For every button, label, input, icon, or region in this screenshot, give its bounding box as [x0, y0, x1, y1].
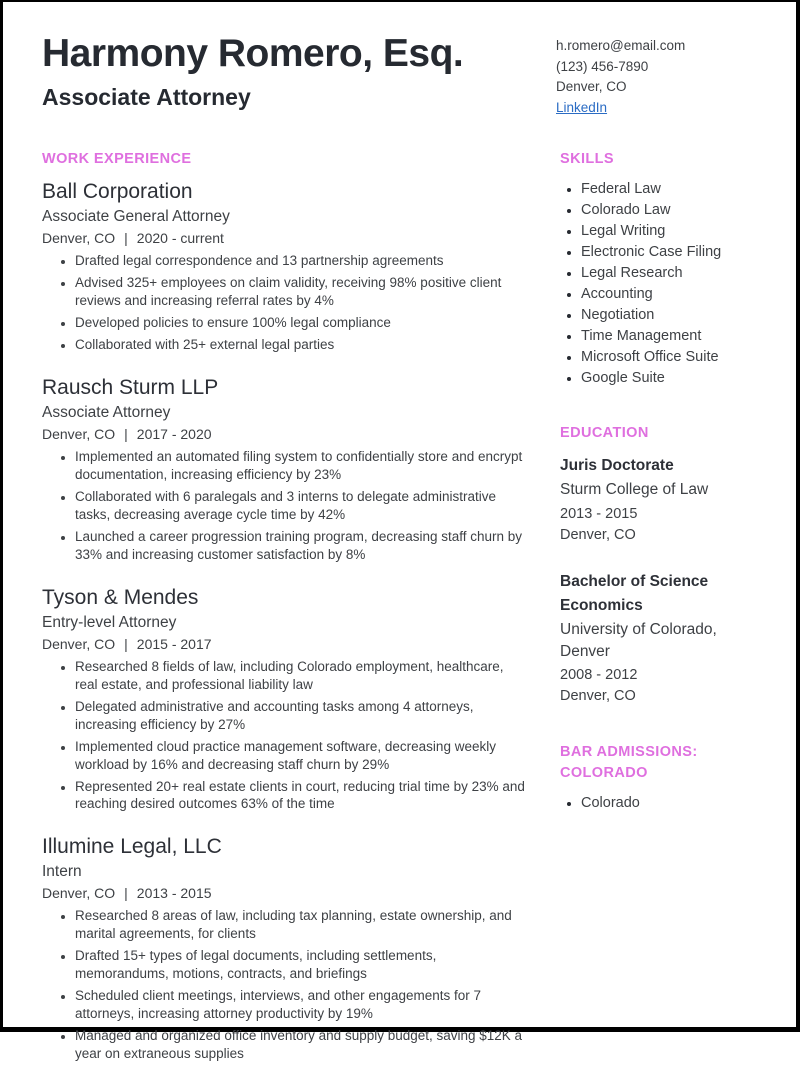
skill-item: • Negotiation — [581, 306, 756, 325]
work-experience-heading: WORK EXPERIENCE — [42, 151, 192, 167]
job-bullet: • Scheduled client meetings, interviews, and other engagements for 7 attorneys, increasing attorney productivity by 19% — [75, 987, 528, 1023]
job-bullet: • Drafted 15+ types of legal documents, including settlements, memorandums, motions, contracts, and briefings — [75, 947, 528, 983]
resume-header — [42, 34, 756, 118]
skill-item: • Legal Writing — [581, 222, 756, 241]
bar-admission-item: • Colorado — [581, 794, 756, 813]
job-bullet: • Researched 8 areas of law, including tax planning, estate ownership, and marital agreements, for clients — [75, 907, 528, 943]
job-entry — [42, 835, 528, 1063]
job-title: Intern — [42, 863, 82, 881]
job-location: Denver, CO — [42, 230, 116, 247]
job-entry — [42, 376, 528, 564]
job-bullet: • Delegated administrative and accounting tasks among 4 attorneys, increasing efficiency by 27% — [75, 698, 528, 734]
job-bullet: • Launched a career progression training program, decreasing staff churn by 33% and increasing customer satisfaction by 8% — [75, 528, 528, 564]
job-meta — [42, 230, 528, 246]
education-dates: 2008 - 2012 — [560, 667, 638, 684]
job-bullet: • Collaborated with 25+ external legal parties — [75, 336, 528, 354]
linkedin-link[interactable]: LinkedIn — [556, 99, 608, 115]
job-bullet: • Drafted legal correspondence and 13 partnership agreements — [75, 252, 528, 270]
job-location: Denver, CO — [42, 635, 116, 652]
education-heading: EDUCATION — [560, 425, 649, 442]
job-bullet: • Collaborated with 6 paralegals and 3 interns to delegate administrative tasks, decreasing average cycle time by 42% — [75, 488, 528, 524]
job-bullet-list — [42, 658, 528, 814]
education-location: Denver, CO — [560, 688, 636, 705]
job-company: Ball Corporation — [42, 180, 193, 204]
candidate-title: Associate Attorney — [42, 83, 251, 110]
meta-separator: | — [124, 230, 128, 247]
job-dates: 2020 - current — [136, 230, 224, 247]
job-meta — [42, 636, 528, 652]
skill-item: • Colorado Law — [581, 201, 756, 220]
bar-admissions-section — [560, 742, 756, 813]
job-location: Denver, CO — [42, 885, 116, 902]
job-company: Illumine Legal, LLC — [42, 835, 222, 859]
job-dates: 2017 - 2020 — [136, 426, 212, 443]
education-school: Sturm College of Law — [560, 481, 709, 499]
skill-item: • Time Management — [581, 327, 756, 346]
job-bullet: • Represented 20+ real estate clients in court, reducing trial time by 23% and reaching desired outcomes 63% of the time — [75, 778, 528, 814]
candidate-name: Harmony Romero, Esq. — [42, 32, 464, 75]
job-bullet: • Advised 325+ employees on claim validity, receiving 98% positive client reviews and increasing referral rates by 4% — [75, 274, 528, 310]
job-dates: 2013 - 2015 — [136, 885, 212, 902]
education-dates: 2013 - 2015 — [560, 506, 638, 523]
meta-separator: | — [124, 426, 128, 443]
contact-email: h.romero@email.com — [556, 38, 686, 53]
education-degree: Bachelor of Science Economics — [560, 573, 709, 615]
job-title: Associate Attorney — [42, 404, 171, 422]
education-school: University of Colorado, Denver — [560, 621, 717, 660]
contact-phone: (123) 456-7890 — [556, 58, 649, 74]
job-dates: 2015 - 2017 — [136, 635, 212, 652]
skill-item: • Electronic Case Filing — [581, 243, 756, 262]
skill-item: • Google Suite — [581, 369, 756, 388]
job-bullet: • Managed and organized office inventory and supply budget, saving $12K a year on extraneous supplies — [75, 1027, 528, 1063]
contact-block — [556, 36, 756, 118]
job-bullet: • Implemented an automated filing system to confidentially store and encrypt documentation, increasing efficiency by 23% — [75, 448, 528, 484]
work-experience-column — [42, 149, 528, 1085]
resume-body — [42, 149, 756, 1085]
skill-item: • Accounting — [581, 285, 756, 304]
sidebar-column — [560, 149, 756, 1085]
bar-admissions-heading: BAR ADMISSIONS: COLORADO — [560, 744, 698, 781]
job-title: Entry-level Attorney — [42, 613, 177, 631]
skill-item: • Microsoft Office Suite — [581, 348, 756, 367]
skills-list — [560, 180, 756, 388]
job-company: Rausch Sturm LLP — [42, 376, 219, 400]
skills-section — [560, 149, 756, 388]
job-bullet-list — [42, 252, 528, 354]
education-entry — [560, 570, 756, 707]
job-entry — [42, 586, 528, 814]
job-meta — [42, 885, 528, 901]
skill-item: • Legal Research — [581, 264, 756, 283]
skill-item: • Federal Law — [581, 180, 756, 199]
job-bullet: • Implemented cloud practice management software, decreasing weekly workload by 16% and decreasing staff churn by 29% — [75, 738, 528, 774]
contact-location: Denver, CO — [556, 79, 627, 94]
job-bullet: • Researched 8 fields of law, including Colorado employment, healthcare, real estate, and professional liability law — [75, 658, 528, 694]
skills-heading: SKILLS — [560, 151, 614, 167]
meta-separator: | — [124, 885, 128, 902]
job-bullet: • Developed policies to ensure 100% legal compliance — [75, 314, 528, 332]
bar-admissions-list — [560, 794, 756, 813]
education-section — [560, 423, 756, 707]
job-entry — [42, 180, 528, 354]
job-location: Denver, CO — [42, 426, 116, 443]
education-entry — [560, 454, 756, 546]
education-location: Denver, CO — [560, 527, 636, 544]
education-degree: Juris Doctorate — [560, 457, 674, 475]
identity-block — [42, 34, 463, 111]
job-bullet-list — [42, 448, 528, 564]
job-bullet-list — [42, 907, 528, 1063]
meta-separator: | — [124, 635, 128, 652]
job-title: Associate General Attorney — [42, 208, 230, 226]
job-company: Tyson & Mendes — [42, 585, 199, 609]
job-meta — [42, 426, 528, 442]
